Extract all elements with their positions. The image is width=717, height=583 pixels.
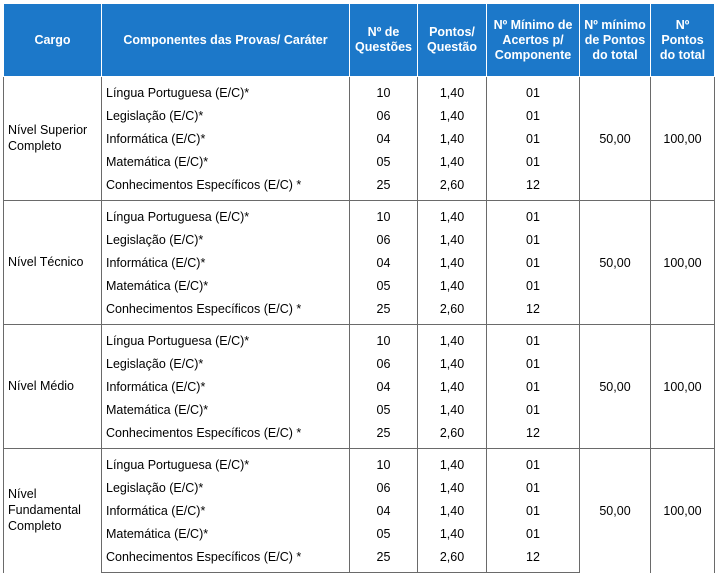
pontos-questao-cell: 2,60 xyxy=(418,297,487,325)
minimo-acertos-cell: 01 xyxy=(487,77,580,105)
componente-cell: Legislação (E/C)* xyxy=(102,104,350,127)
table-row xyxy=(4,201,715,229)
componente-cell: Conhecimentos Específicos (E/C) * xyxy=(102,173,350,201)
pontos-questao-cell: 1,40 xyxy=(418,325,487,353)
table-row xyxy=(4,449,715,477)
pontos-questao-cell: 1,40 xyxy=(418,77,487,105)
questoes-cell: 04 xyxy=(350,375,418,398)
cargo-cell: Nível Técnico xyxy=(4,201,102,325)
componente-cell: Legislação (E/C)* xyxy=(102,352,350,375)
minimo-acertos-cell: 01 xyxy=(487,352,580,375)
minimo-acertos-cell: 01 xyxy=(487,476,580,499)
minimo-acertos-cell: 12 xyxy=(487,545,580,573)
questoes-cell: 10 xyxy=(350,77,418,105)
questoes-cell: 10 xyxy=(350,325,418,353)
minimo-pontos-cell: 50,00 xyxy=(580,325,651,449)
questoes-cell: 04 xyxy=(350,251,418,274)
exam-components-table xyxy=(3,3,715,573)
header-minimo-pontos: Nº mínimo de Pontos do total xyxy=(580,4,651,77)
header-componentes: Componentes das Provas/ Caráter xyxy=(102,4,350,77)
cargo-cell: Nível Médio xyxy=(4,325,102,449)
componente-cell: Legislação (E/C)* xyxy=(102,476,350,499)
pontos-total-cell: 100,00 xyxy=(651,77,715,201)
pontos-questao-cell: 2,60 xyxy=(418,421,487,449)
pontos-questao-cell: 1,40 xyxy=(418,201,487,229)
table-row xyxy=(4,77,715,105)
questoes-cell: 04 xyxy=(350,499,418,522)
table-row xyxy=(4,325,715,353)
pontos-questao-cell: 1,40 xyxy=(418,499,487,522)
componente-cell: Língua Portuguesa (E/C)* xyxy=(102,77,350,105)
componente-cell: Matemática (E/C)* xyxy=(102,274,350,297)
componente-cell: Informática (E/C)* xyxy=(102,251,350,274)
questoes-cell: 25 xyxy=(350,421,418,449)
minimo-acertos-cell: 01 xyxy=(487,449,580,477)
minimo-acertos-cell: 12 xyxy=(487,173,580,201)
componente-cell: Conhecimentos Específicos (E/C) * xyxy=(102,545,350,573)
pontos-total-cell: 100,00 xyxy=(651,201,715,325)
pontos-questao-cell: 2,60 xyxy=(418,545,487,573)
minimo-acertos-cell: 01 xyxy=(487,127,580,150)
cargo-cell: Nível Fundamental Completo xyxy=(4,449,102,573)
minimo-acertos-cell: 01 xyxy=(487,201,580,229)
questoes-cell: 06 xyxy=(350,352,418,375)
componente-cell: Língua Portuguesa (E/C)* xyxy=(102,201,350,229)
pontos-questao-cell: 1,40 xyxy=(418,251,487,274)
pontos-total-cell: 100,00 xyxy=(651,325,715,449)
pontos-questao-cell: 1,40 xyxy=(418,449,487,477)
pontos-questao-cell: 1,40 xyxy=(418,104,487,127)
minimo-acertos-cell: 01 xyxy=(487,398,580,421)
questoes-cell: 06 xyxy=(350,476,418,499)
table-header-row xyxy=(4,4,715,77)
componente-cell: Legislação (E/C)* xyxy=(102,228,350,251)
minimo-acertos-cell: 01 xyxy=(487,251,580,274)
minimo-pontos-cell: 50,00 xyxy=(580,201,651,325)
componente-cell: Língua Portuguesa (E/C)* xyxy=(102,325,350,353)
table-body xyxy=(4,77,715,573)
componente-cell: Informática (E/C)* xyxy=(102,375,350,398)
minimo-acertos-cell: 01 xyxy=(487,150,580,173)
minimo-pontos-cell: 50,00 xyxy=(580,77,651,201)
questoes-cell: 05 xyxy=(350,522,418,545)
minimo-acertos-cell: 01 xyxy=(487,375,580,398)
questoes-cell: 06 xyxy=(350,228,418,251)
minimo-acertos-cell: 12 xyxy=(487,297,580,325)
pontos-questao-cell: 1,40 xyxy=(418,150,487,173)
minimo-acertos-cell: 01 xyxy=(487,274,580,297)
minimo-acertos-cell: 01 xyxy=(487,325,580,353)
componente-cell: Matemática (E/C)* xyxy=(102,522,350,545)
componente-cell: Matemática (E/C)* xyxy=(102,150,350,173)
questoes-cell: 05 xyxy=(350,398,418,421)
minimo-acertos-cell: 01 xyxy=(487,104,580,127)
questoes-cell: 25 xyxy=(350,173,418,201)
header-pontos-total: Nº Pontos do total xyxy=(651,4,715,77)
questoes-cell: 25 xyxy=(350,297,418,325)
componente-cell: Conhecimentos Específicos (E/C) * xyxy=(102,297,350,325)
pontos-total-cell: 100,00 xyxy=(651,449,715,573)
pontos-questao-cell: 1,40 xyxy=(418,398,487,421)
questoes-cell: 06 xyxy=(350,104,418,127)
pontos-questao-cell: 1,40 xyxy=(418,274,487,297)
minimo-acertos-cell: 01 xyxy=(487,522,580,545)
componente-cell: Informática (E/C)* xyxy=(102,127,350,150)
cargo-cell: Nível Superior Completo xyxy=(4,77,102,201)
pontos-questao-cell: 1,40 xyxy=(418,476,487,499)
minimo-pontos-cell: 50,00 xyxy=(580,449,651,573)
componente-cell: Língua Portuguesa (E/C)* xyxy=(102,449,350,477)
minimo-acertos-cell: 01 xyxy=(487,499,580,522)
questoes-cell: 25 xyxy=(350,545,418,573)
questoes-cell: 10 xyxy=(350,201,418,229)
questoes-cell: 10 xyxy=(350,449,418,477)
questoes-cell: 05 xyxy=(350,274,418,297)
pontos-questao-cell: 1,40 xyxy=(418,127,487,150)
pontos-questao-cell: 1,40 xyxy=(418,522,487,545)
componente-cell: Conhecimentos Específicos (E/C) * xyxy=(102,421,350,449)
header-pontos-questao: Pontos/ Questão xyxy=(418,4,487,77)
pontos-questao-cell: 2,60 xyxy=(418,173,487,201)
header-minimo-acertos: Nº Mínimo de Acertos p/ Componente xyxy=(487,4,580,77)
header-questoes: Nº de Questões xyxy=(350,4,418,77)
componente-cell: Informática (E/C)* xyxy=(102,499,350,522)
questoes-cell: 05 xyxy=(350,150,418,173)
pontos-questao-cell: 1,40 xyxy=(418,352,487,375)
componente-cell: Matemática (E/C)* xyxy=(102,398,350,421)
minimo-acertos-cell: 01 xyxy=(487,228,580,251)
pontos-questao-cell: 1,40 xyxy=(418,228,487,251)
minimo-acertos-cell: 12 xyxy=(487,421,580,449)
questoes-cell: 04 xyxy=(350,127,418,150)
header-cargo: Cargo xyxy=(4,4,102,77)
pontos-questao-cell: 1,40 xyxy=(418,375,487,398)
